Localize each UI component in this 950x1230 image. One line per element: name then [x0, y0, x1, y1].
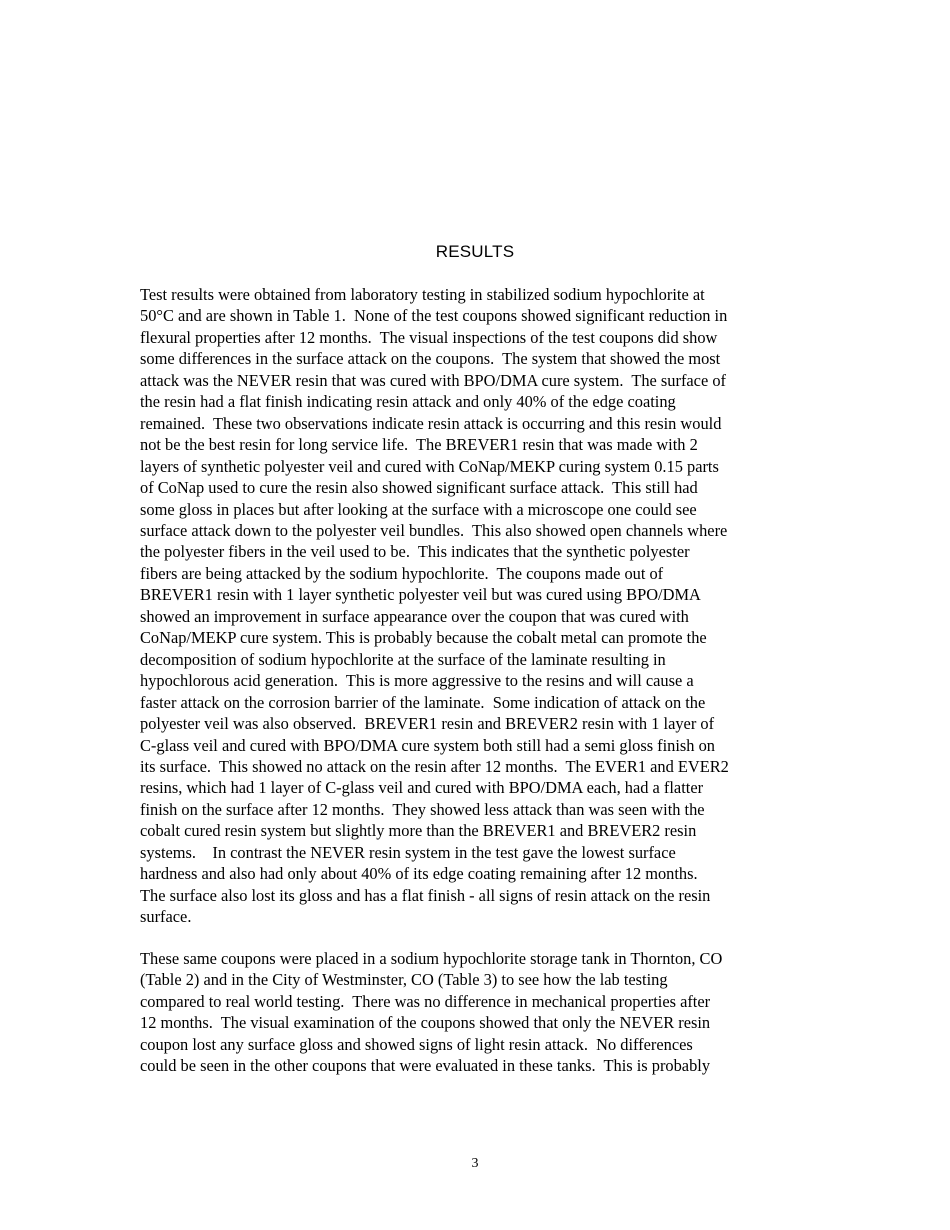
text-line: CoNap/MEKP cure system. This is probably because the cobalt metal can promote the	[140, 628, 707, 648]
text-line: compared to real world testing. There was no difference in mechanical properties after	[140, 991, 711, 1011]
text-line: systems. In contrast the NEVER resin system in the test gave the lowest surface	[140, 842, 676, 862]
text-line: The surface also lost its gloss and has a flat finish - all signs of resin attack on the resin	[140, 885, 711, 905]
text-line: coupon lost any surface gloss and showed signs of light resin attack. No differences	[140, 1034, 693, 1054]
text-line: C-glass veil and cured with BPO/DMA cure system both still had a semi gloss finish on	[140, 735, 715, 755]
text-line: hardness and also had only about 40% of its edge coating remaining after 12 months.	[140, 864, 698, 884]
text-line: resins, which had 1 layer of C-glass veil and cured with BPO/DMA each, had a flatter	[140, 778, 704, 798]
text-line: fibers are being attacked by the sodium hypochlorite. The coupons made out of	[140, 563, 664, 583]
text-line: (Table 2) and in the City of Westminster, CO (Table 3) to see how the lab testing	[140, 970, 668, 990]
text-line: decomposition of sodium hypochlorite at the surface of the laminate resulting in	[140, 649, 666, 669]
text-line: hypochlorous acid generation. This is more aggressive to the resins and will cause a	[140, 671, 694, 691]
text-line: remained. These two observations indicate resin attack is occurring and this resin would	[140, 413, 722, 433]
text-line: 50°C and are shown in Table 1. None of the test coupons showed significant reduction in	[140, 306, 728, 326]
text-line: attack was the NEVER resin that was cured with BPO/DMA cure system. The surface of	[140, 370, 726, 390]
text-line: faster attack on the corrosion barrier of the laminate. Some indication of attack on the	[140, 692, 706, 712]
text-line: the resin had a flat finish indicating resin attack and only 40% of the edge coating	[140, 392, 676, 412]
text-line: showed an improvement in surface appearance over the coupon that was cured with	[140, 606, 689, 626]
text-line: of CoNap used to cure the resin also showed significant surface attack. This still had	[140, 478, 698, 498]
text-line: polyester veil was also observed. BREVER1 resin and BREVER2 resin with 1 layer of	[140, 714, 715, 734]
text-line: These same coupons were placed in a sodium hypochlorite storage tank in Thornton, CO	[140, 949, 723, 968]
text-line: some gloss in places but after looking at the surface with a microscope one could see	[140, 499, 697, 519]
text-line: the polyester fibers in the veil used to be. This indicates that the synthetic polyester	[140, 542, 690, 562]
text-line: surface.	[140, 907, 192, 927]
section-heading: RESULTS	[435, 242, 515, 261]
text-line: surface attack down to the polyester veil bundles. This also showed open channels where	[140, 520, 728, 540]
text-line: finish on the surface after 12 months. They showed less attack than was seen with the	[140, 799, 705, 819]
text-line: its surface. This showed no attack on the resin after 12 months. The EVER1 and EVER2	[140, 756, 729, 776]
paragraph-results-lab	[140, 284, 812, 928]
page-number: 3	[471, 1156, 479, 1171]
text-line: flexural properties after 12 months. The visual inspections of the test coupons did show	[140, 327, 718, 347]
paragraph-results-field	[140, 948, 812, 1077]
text-line: BREVER1 resin with 1 layer synthetic polyester veil but was cured using BPO/DMA	[140, 585, 701, 605]
text-line: some differences in the surface attack on the coupons. The system that showed the most	[140, 349, 721, 369]
text-line: cobalt cured resin system but slightly more than the BREVER1 and BREVER2 resin	[140, 821, 697, 841]
text-line: 12 months. The visual examination of the coupons showed that only the NEVER resin	[140, 1013, 711, 1033]
text-line: layers of synthetic polyester veil and cured with CoNap/MEKP curing system 0.15 parts	[140, 456, 719, 476]
text-line: Test results were obtained from laboratory testing in stabilized sodium hypochlorite at	[140, 285, 705, 304]
text-line: could be seen in the other coupons that were evaluated in these tanks. This is probably	[140, 1056, 711, 1076]
text-line: not be the best resin for long service life. The BREVER1 resin that was made with 2	[140, 435, 698, 455]
